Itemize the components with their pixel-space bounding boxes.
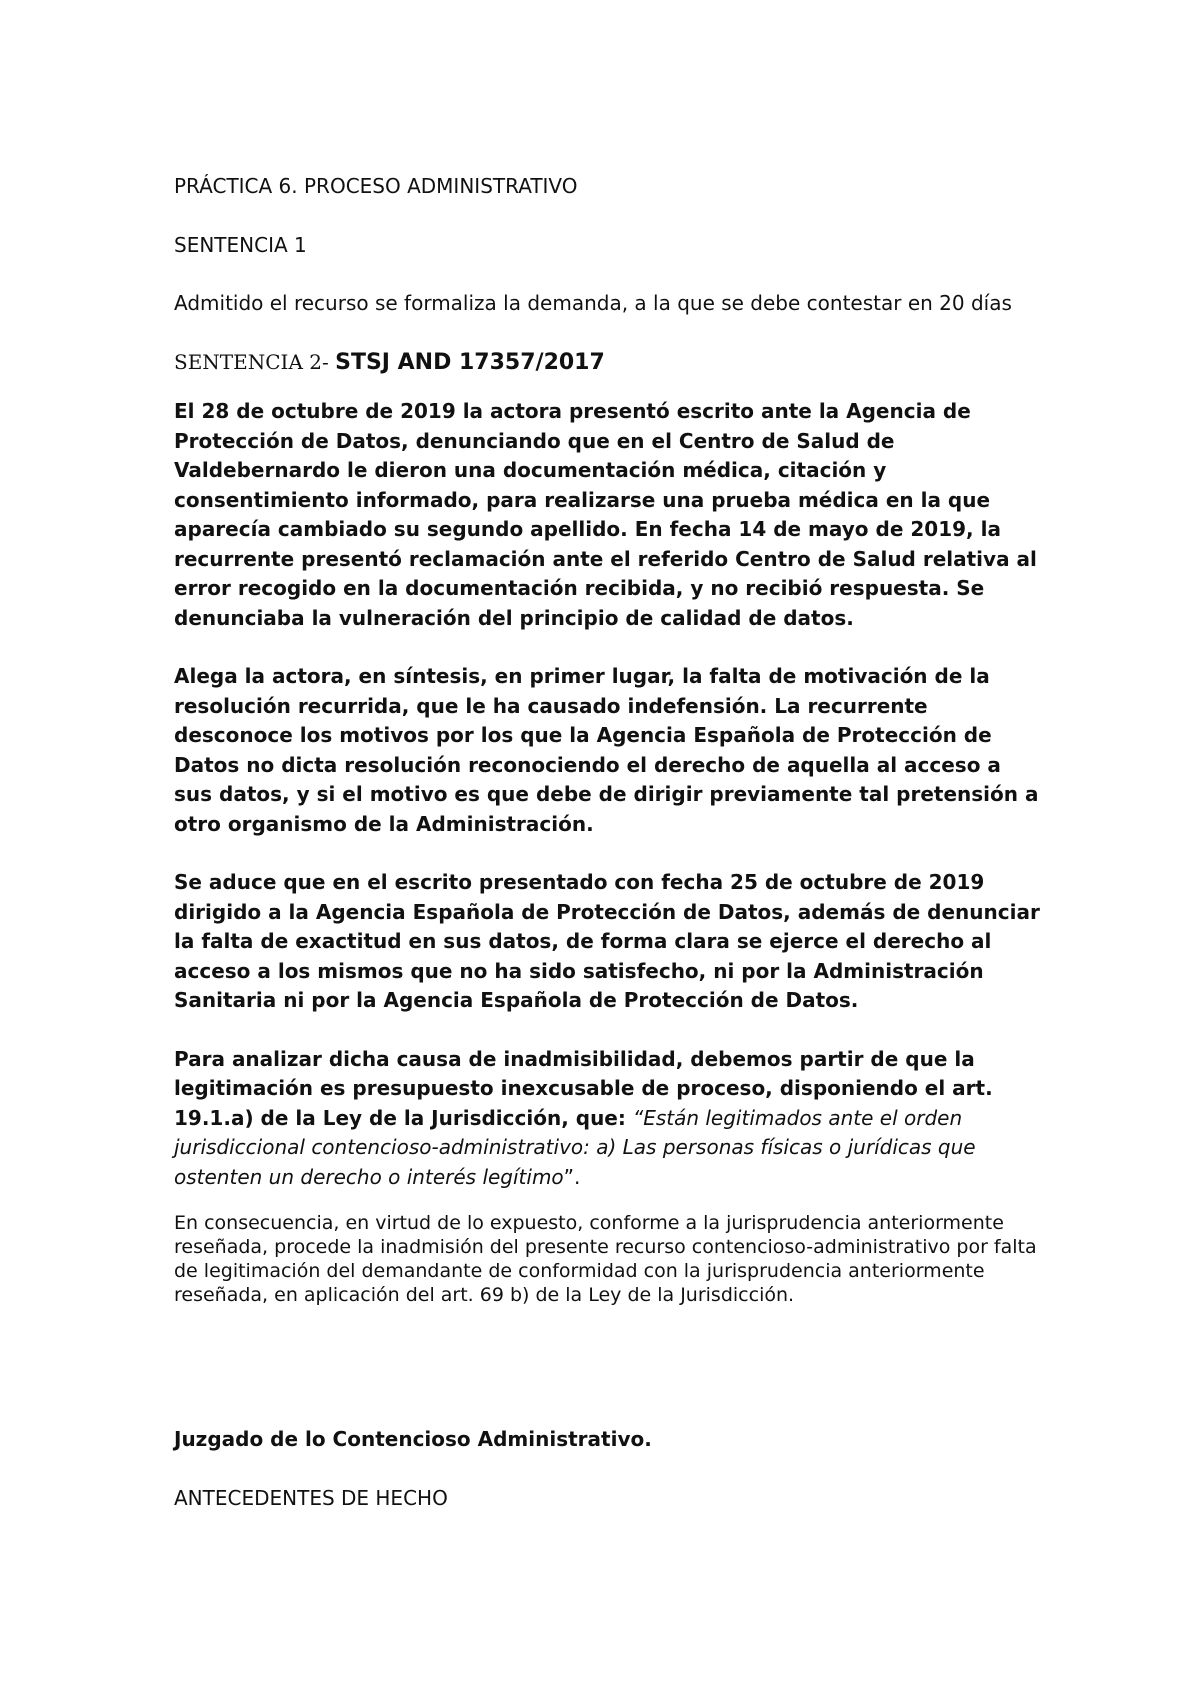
paragraph-4-quote: “Están legitimados ante el orden jurisdiccional contencioso-administrativo: a) Las personas físicas o jurídicas que ostenten un derecho o interés legítimo [174, 1105, 976, 1189]
juzgado-heading: Juzgado de lo Contencioso Administrativo. [174, 1427, 652, 1451]
paragraph-4-end: ”. [563, 1164, 581, 1189]
paragraph-4-lead: Para analizar dicha causa de inadmisibilidad, debemos partir de que la legitimación es presupuesto inexcusable de proceso, disponiendo el art. 19.1.a) de la Ley de la Jurisdicción, que: [174, 1046, 993, 1130]
document-body [174, 172, 1044, 1513]
paragraph-1: El 28 de octubre de 2019 la actora presentó escrito ante la Agencia de Protección de Datos, denunciando que en el Centro de Salud de Valdebernardo le dieron una documentación médica, citación y consentimiento informado, para realizarse una prueba médica en la que aparecía cambiado su segundo apellido. En fecha 14 de mayo de 2019, la recurrente presentó reclamación ante el referido Centro de Salud relativa al error recogido en la documentación recibida, y no recibió respuesta. Se denunciaba la vulneración del principio de calidad de datos. [174, 399, 1037, 630]
sentencia-2-heading [174, 348, 1044, 378]
sentencia-2-reference: STSJ AND 17357/2017 [335, 349, 605, 375]
sentencia-2-label: SENTENCIA 2- [174, 349, 336, 374]
document-title: PRÁCTICA 6. PROCESO ADMINISTRATIVO [174, 174, 578, 198]
sentencia-1-heading: SENTENCIA 1 [174, 232, 307, 257]
paragraph-3: Se aduce que en el escrito presentado con fecha 25 de octubre de 2019 dirigido a la Agencia Española de Protección de Datos, además de denunciar la falta de exactitud en sus datos, de forma clara se ejerce el derecho al acceso a los mismos que no ha sido satisfecho, ni por la Administración Sanitaria ni por la Agencia Española de Protección de Datos. [174, 870, 1040, 1012]
paragraph-2: Alega la actora, en síntesis, en primer lugar, la falta de motivación de la resolución recurrida, que le ha causado indefensión. La recurrente desconoce los motivos por los que la Agencia Española de Protección de Datos no dicta resolución reconociendo el derecho de aquella al acceso a sus datos, y si el motivo es que debe de dirigir previamente tal pretensión a otro organismo de la Administración. [174, 664, 1039, 836]
paragraph-4 [174, 1045, 1044, 1193]
antecedentes-heading: ANTECEDENTES DE HECHO [174, 1485, 448, 1510]
paragraph-5: En consecuencia, en virtud de lo expuesto, conforme a la jurisprudencia anteriormente reseñada, procede la inadmisión del presente recurso contencioso-administrativo por falta de legitimación del demandante de conformidad con la jurisprudencia anteriormente reseñada, en aplicación del art. 69 b) de la Ley de la Jurisdicción. [174, 1212, 1037, 1306]
sentencia-1-text: Admitido el recurso se formaliza la demanda, a la que se debe contestar en 20 días [174, 291, 1012, 315]
